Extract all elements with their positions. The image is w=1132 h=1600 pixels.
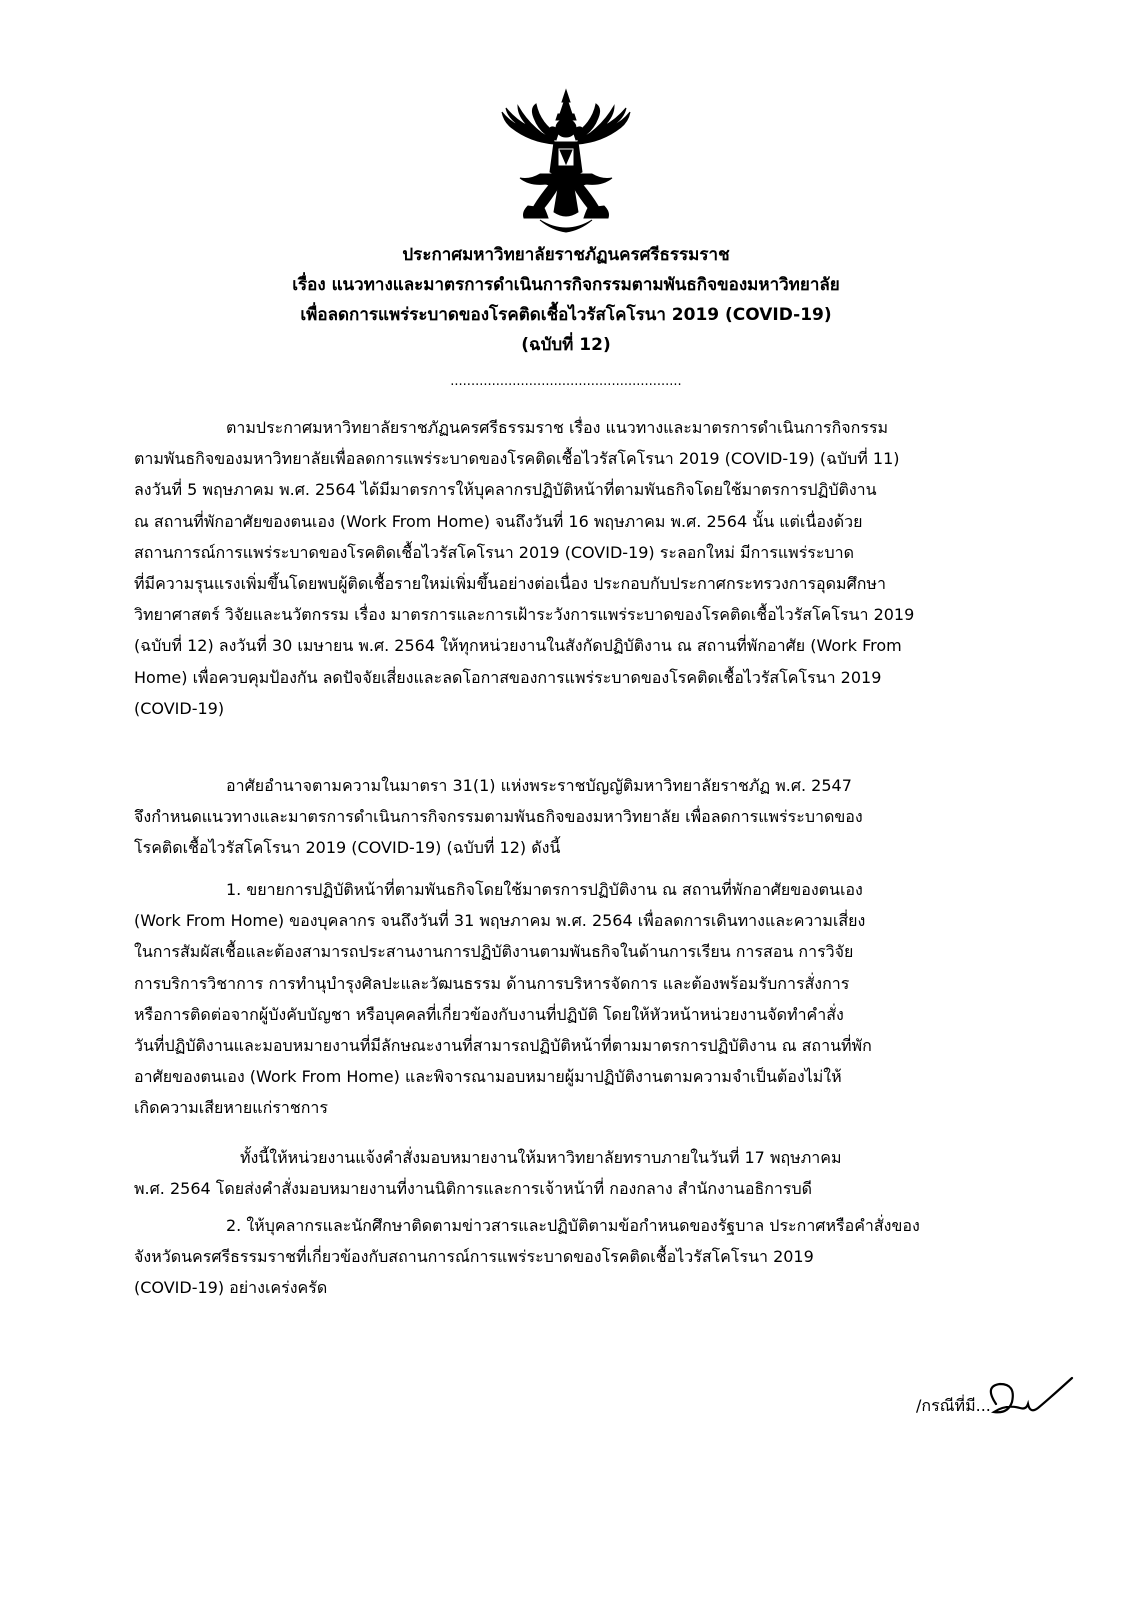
text-line: 1. ขยายการปฏิบัติหน้าที่ตามพันธกิจโดยใช้มาตรการปฏิบัติงาน ณ สถานที่พักอาศัยของตนเอง (226, 880, 863, 899)
text-line: การบริการวิชาการ การทำนุบำรุงศิลปะและวัฒนธรรม ด้านการบริหารจัดการ และต้องพร้อมรับการสั่งการ (134, 973, 850, 993)
text-line: ลงวันที่ 5 พฤษภาคม พ.ศ. 2564 ได้มีมาตรการให้บุคลากรปฏิบัติหน้าที่ตามพันธกิจโดยใช้มาตรการปฏิบัติงาน (134, 480, 877, 500)
text-line: จังหวัดนครศรีธรรมราชที่เกี่ยวข้องกับสถานการณ์การแพร่ระบาดของโรคติดเชื้อไวรัสโคโรนา 2019 (134, 1247, 814, 1267)
paragraph-authority (134, 770, 1024, 864)
text-line: ทั้งนี้ให้หน่วยงานแจ้งคำสั่งมอบหมายงานให้มหาวิทยาลัยทราบภายในวันที่ 17 พฤษภาคม (240, 1148, 842, 1167)
continuation-marker: /กรณีที่มี... (916, 1396, 991, 1415)
clause-1 (134, 874, 1024, 1124)
title-line-2: เรื่อง แนวทางและมาตรการดำเนินการกิจกรรมตามพันธกิจของมหาวิทยาลัย (292, 275, 840, 295)
title-line-3: เพื่อลดการแพร่ระบาดของโรคติดเชื้อไวรัสโคโรนา 2019 (COVID-19) (300, 305, 832, 325)
text-line: (ฉบับที่ 12) ลงวันที่ 30 เมษายน พ.ศ. 2564 ให้ทุกหน่วยงานในสังกัดปฏิบัติงาน ณ สถานที่พักอาศัย (Work From (134, 636, 902, 656)
title-divider: ........................................................ (450, 374, 682, 389)
text-line: สถานการณ์การแพร่ระบาดของโรคติดเชื้อไวรัสโคโรนา 2019 (COVID-19) ระลอกใหม่ มีการแพร่ระบาด (134, 542, 855, 562)
text-line: เกิดความเสียหายแก่ราชการ (134, 1098, 328, 1118)
clause-1-note (134, 1142, 1024, 1204)
text-line: (COVID-19) (134, 698, 225, 718)
announcement-title (0, 240, 1132, 360)
text-line: วันที่ปฏิบัติงานและมอบหมายงานที่มีลักษณะงานที่สามารถปฏิบัติหน้าที่ตามมาตรการปฏิบัติงาน ณ สถานที่พัก (134, 1036, 872, 1056)
text-line: พ.ศ. 2564 โดยส่งคำสั่งมอบหมายงานที่งานนิติการและการเจ้าหน้าที่ กองกลาง สำนักงานอธิการบดี (134, 1179, 813, 1199)
text-line: ในการสัมผัสเชื้อและต้องสามารถประสานงานการปฏิบัติงานตามพันธกิจในด้านการเรียน การสอน การวิจัย (134, 942, 854, 962)
text-line: จึงกำหนดแนวทางและมาตรการดำเนินการกิจกรรมตามพันธกิจของมหาวิทยาลัย เพื่อลดการแพร่ระบาดของ (134, 807, 863, 827)
text-line: ที่มีความรุนแรงเพิ่มขึ้นโดยพบผู้ติดเชื้อรายใหม่เพิ่มขึ้นอย่างต่อเนื่อง ประกอบกับประกาศกระทรวงการอุดมศึกษา (134, 574, 886, 594)
text-line: Home) เพื่อควบคุมป้องกัน ลดปัจจัยเสี่ยงและลดโอกาสของการแพร่ระบาดของโรคติดเชื้อไวรัสโคโรนา 2019 (134, 667, 882, 687)
text-line: (COVID-19) อย่างเคร่งครัด (134, 1278, 328, 1298)
handwritten-signature-icon (966, 1374, 1076, 1424)
text-line: ตามพันธกิจของมหาวิทยาลัยเพื่อลดการแพร่ระบาดของโรคติดเชื้อไวรัสโคโรนา 2019 (COVID-19) (ฉบับที่ 11) (134, 449, 900, 469)
title-line-1: ประกาศมหาวิทยาลัยราชภัฏนครศรีธรรมราช (402, 245, 730, 265)
clause-2 (134, 1210, 1024, 1304)
title-line-4: (ฉบับที่ 12) (521, 335, 611, 355)
text-line: อาศัยของตนเอง (Work From Home) และพิจารณามอบหมายผู้มาปฏิบัติงานตามความจำเป็นต้องไม่ให้ (134, 1067, 842, 1087)
text-line: อาศัยอำนาจตามความในมาตรา 31(1) แห่งพระราชบัญญัติมหาวิทยาลัยราชภัฏ พ.ศ. 2547 (226, 776, 852, 795)
text-line: (Work From Home) ของบุคลากร จนถึงวันที่ 31 พฤษภาคม พ.ศ. 2564 เพื่อลดการเดินทางและความเสี่ยง (134, 911, 866, 931)
text-line: หรือการติดต่อจากผู้บังคับบัญชา หรือบุคคลที่เกี่ยวข้องกับงานที่ปฏิบัติ โดยให้หัวหน้าหน่วยงานจัดทำคำสั่ง (134, 1004, 844, 1024)
text-line: ณ สถานที่พักอาศัยของตนเอง (Work From Home) จนถึงวันที่ 16 พฤษภาคม พ.ศ. 2564 นั้น แต่เนื่องด้วย (134, 511, 863, 531)
garuda-emblem-icon (500, 88, 632, 240)
paragraph-preamble (134, 412, 1024, 724)
text-line: วิทยาศาสตร์ วิจัยและนวัตกรรม เรื่อง มาตรการและการเฝ้าระวังการแพร่ระบาดของโรคติดเชื้อไวรัสโคโรนา 2019 (134, 605, 915, 625)
text-line: 2. ให้บุคลากรและนักศึกษาติดตามข่าวสารและปฏิบัติตามข้อกำหนดของรัฐบาล ประกาศหรือคำสั่งของ (226, 1216, 920, 1235)
text-line: โรคติดเชื้อไวรัสโคโรนา 2019 (COVID-19) (ฉบับที่ 12) ดังนี้ (134, 838, 561, 858)
text-line: ตามประกาศมหาวิทยาลัยราชภัฏนครศรีธรรมราช เรื่อง แนวทางและมาตรการดำเนินการกิจกรรม (226, 418, 889, 437)
